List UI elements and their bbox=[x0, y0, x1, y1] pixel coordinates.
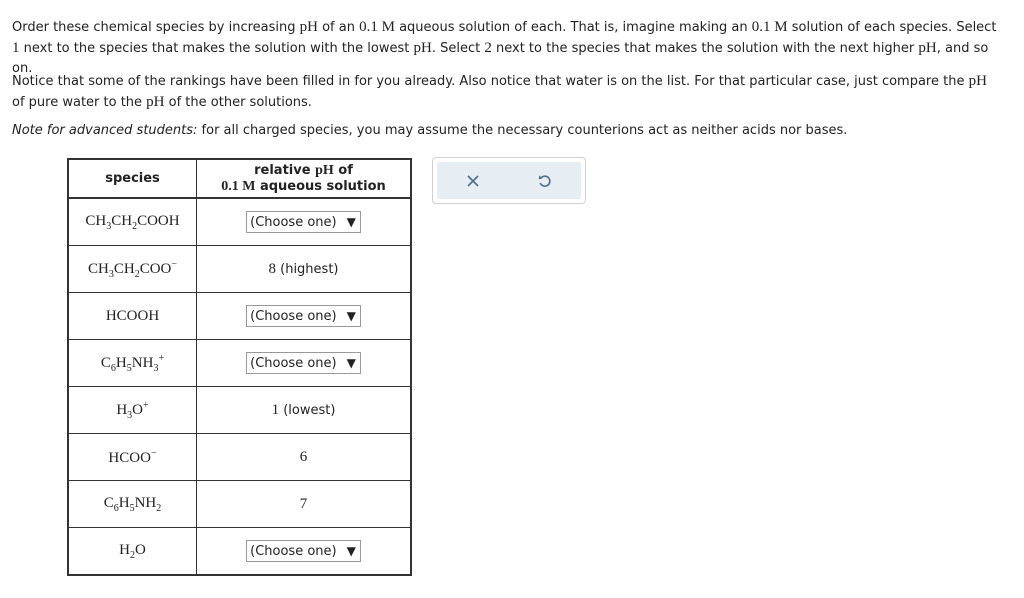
dropdown-label: (Choose one) bbox=[250, 543, 337, 559]
species-column-header: species bbox=[68, 159, 197, 198]
instruction-text: for all charged species, you may assume the necessary counterions act as neither acids nor bases. bbox=[197, 123, 848, 138]
dropdown-label: (Choose one) bbox=[250, 308, 337, 324]
species-aniline bbox=[68, 481, 197, 528]
instruction-text: Order these chemical species by increasing bbox=[12, 20, 300, 35]
formula-text: NH bbox=[131, 354, 154, 371]
math-text: pH bbox=[413, 40, 432, 56]
formula-text: O bbox=[132, 401, 144, 418]
rank-cell bbox=[197, 528, 412, 576]
dropdown-label: (Choose one) bbox=[250, 355, 337, 371]
formula-text: O bbox=[135, 541, 146, 558]
math-text: 0.1 M bbox=[359, 19, 395, 35]
ph-column-header bbox=[197, 159, 412, 198]
formula-text: CH bbox=[85, 212, 107, 229]
subscript: 3 bbox=[108, 268, 114, 280]
formula-text: HCOO bbox=[108, 449, 151, 466]
formula-text: CH bbox=[113, 260, 135, 277]
dropdown-label: (Choose one) bbox=[250, 214, 337, 230]
rank-cell bbox=[197, 481, 412, 528]
subscript: 5 bbox=[126, 362, 132, 374]
instruction-text: aqueous solution of each. That is, imagine making an bbox=[394, 20, 752, 35]
header-text: of bbox=[333, 162, 353, 178]
rank-label: (highest) bbox=[276, 261, 339, 277]
species-propanoate bbox=[68, 246, 197, 293]
instruction-text: of an bbox=[317, 20, 360, 35]
rank-number: 7 bbox=[299, 495, 308, 512]
fixed-rank-formate bbox=[300, 450, 308, 465]
math-text: 2 bbox=[484, 40, 492, 56]
table-header-row bbox=[68, 159, 411, 198]
rank-cell bbox=[197, 293, 412, 340]
dropdown-arrow-icon: ▼ bbox=[346, 356, 356, 370]
charge-superscript: − bbox=[171, 258, 177, 270]
instruction-text: of pure water to the bbox=[12, 95, 147, 110]
header-text: aqueous solution bbox=[255, 178, 386, 194]
species-water bbox=[68, 528, 197, 576]
subscript: 5 bbox=[129, 502, 135, 514]
undo-icon bbox=[537, 173, 553, 189]
table-row bbox=[68, 293, 411, 340]
math-text: pH bbox=[299, 19, 318, 35]
table-row bbox=[68, 434, 411, 481]
formula-text: CH bbox=[88, 260, 109, 277]
fixed-rank-hydronium bbox=[272, 403, 336, 418]
formula-text: H bbox=[119, 541, 130, 558]
math-text: pH bbox=[315, 162, 334, 178]
instruction-text: of the other solutions. bbox=[164, 95, 312, 110]
rank-dropdown-formic-acid[interactable] bbox=[246, 305, 361, 327]
subscript: 2 bbox=[156, 502, 162, 514]
rank-number: 1 bbox=[271, 401, 280, 418]
subscript: 6 bbox=[113, 502, 119, 514]
instruction-paragraph-1 bbox=[12, 17, 1002, 79]
fixed-rank-propanoate bbox=[269, 262, 339, 277]
rank-number: 6 bbox=[299, 448, 308, 465]
formula-text: H bbox=[116, 401, 128, 418]
dropdown-arrow-icon: ▼ bbox=[346, 544, 356, 558]
math-text: 1 bbox=[12, 40, 20, 56]
subscript: 6 bbox=[110, 362, 116, 374]
species-anilinium bbox=[68, 340, 197, 387]
instruction-note bbox=[12, 121, 1002, 141]
charge-superscript: − bbox=[150, 447, 157, 459]
math-text: pH bbox=[918, 40, 937, 56]
instruction-text: next to the species that makes the solution with the lowest bbox=[19, 41, 414, 56]
subscript: 2 bbox=[134, 268, 140, 280]
formula-text: H bbox=[115, 354, 127, 371]
instruction-text: . Select bbox=[431, 41, 485, 56]
instruction-paragraph-2 bbox=[12, 71, 1002, 113]
math-text: pH bbox=[968, 73, 987, 89]
formula-text: C bbox=[103, 494, 114, 511]
species-hydronium bbox=[68, 387, 197, 434]
instruction-text: solution of each species. Select bbox=[787, 20, 997, 35]
header-text: relative bbox=[254, 162, 316, 178]
instruction-text: Notice that some of the rankings have been filled in for you already. Also notice that water is on the list. For that particular case, just compare the bbox=[12, 74, 969, 89]
subscript: 3 bbox=[153, 362, 159, 374]
math-text: 0.1 M bbox=[751, 19, 788, 35]
subscript: 2 bbox=[132, 220, 138, 232]
formula-text: COO bbox=[139, 260, 172, 277]
rank-label: (lowest) bbox=[279, 402, 336, 418]
instruction-text: , and so on. bbox=[12, 41, 989, 76]
dropdown-arrow-icon: ▼ bbox=[346, 309, 356, 323]
subscript: 3 bbox=[106, 220, 112, 232]
ranking-table bbox=[67, 158, 412, 576]
math-text: pH bbox=[146, 94, 165, 110]
rank-cell bbox=[197, 434, 412, 481]
instruction-text: next to the species that makes the solution with the next higher bbox=[491, 41, 919, 56]
undo-button[interactable] bbox=[530, 166, 560, 196]
charge-superscript: + bbox=[143, 399, 149, 411]
formula-text: H bbox=[118, 494, 130, 511]
fixed-rank-aniline bbox=[300, 497, 308, 512]
x-icon bbox=[466, 174, 480, 188]
rank-cell bbox=[197, 198, 412, 246]
answer-toolbar bbox=[432, 157, 586, 204]
table-row bbox=[68, 198, 411, 246]
table-row bbox=[68, 528, 411, 576]
formula-text: CH bbox=[111, 212, 133, 229]
table-row bbox=[68, 340, 411, 387]
toolbar-panel bbox=[437, 162, 581, 199]
formula-text: COOH bbox=[137, 212, 180, 229]
math-text: 0.1 M bbox=[221, 178, 256, 194]
clear-button[interactable] bbox=[458, 166, 488, 196]
note-label: Note for advanced students: bbox=[12, 123, 198, 138]
subscript: 3 bbox=[127, 409, 133, 421]
rank-number: 8 bbox=[268, 260, 276, 277]
species-formate bbox=[68, 434, 197, 481]
table-row bbox=[68, 387, 411, 434]
formula-text: NH bbox=[134, 494, 157, 511]
rank-dropdown-water[interactable] bbox=[246, 540, 361, 562]
dropdown-arrow-icon: ▼ bbox=[346, 215, 356, 229]
formula-text: C bbox=[100, 354, 111, 371]
table-row bbox=[68, 246, 411, 293]
subscript: 2 bbox=[130, 549, 135, 561]
species-formic-acid bbox=[68, 293, 197, 340]
formula-text: HCOOH bbox=[105, 307, 160, 324]
rank-dropdown-propanoic-acid[interactable] bbox=[246, 211, 361, 233]
rank-cell bbox=[197, 340, 412, 387]
table-row bbox=[68, 481, 411, 528]
charge-superscript: + bbox=[158, 352, 165, 364]
rank-cell bbox=[197, 246, 412, 293]
rank-dropdown-anilinium[interactable] bbox=[246, 352, 361, 374]
rank-cell bbox=[197, 387, 412, 434]
species-propanoic-acid bbox=[68, 198, 197, 246]
